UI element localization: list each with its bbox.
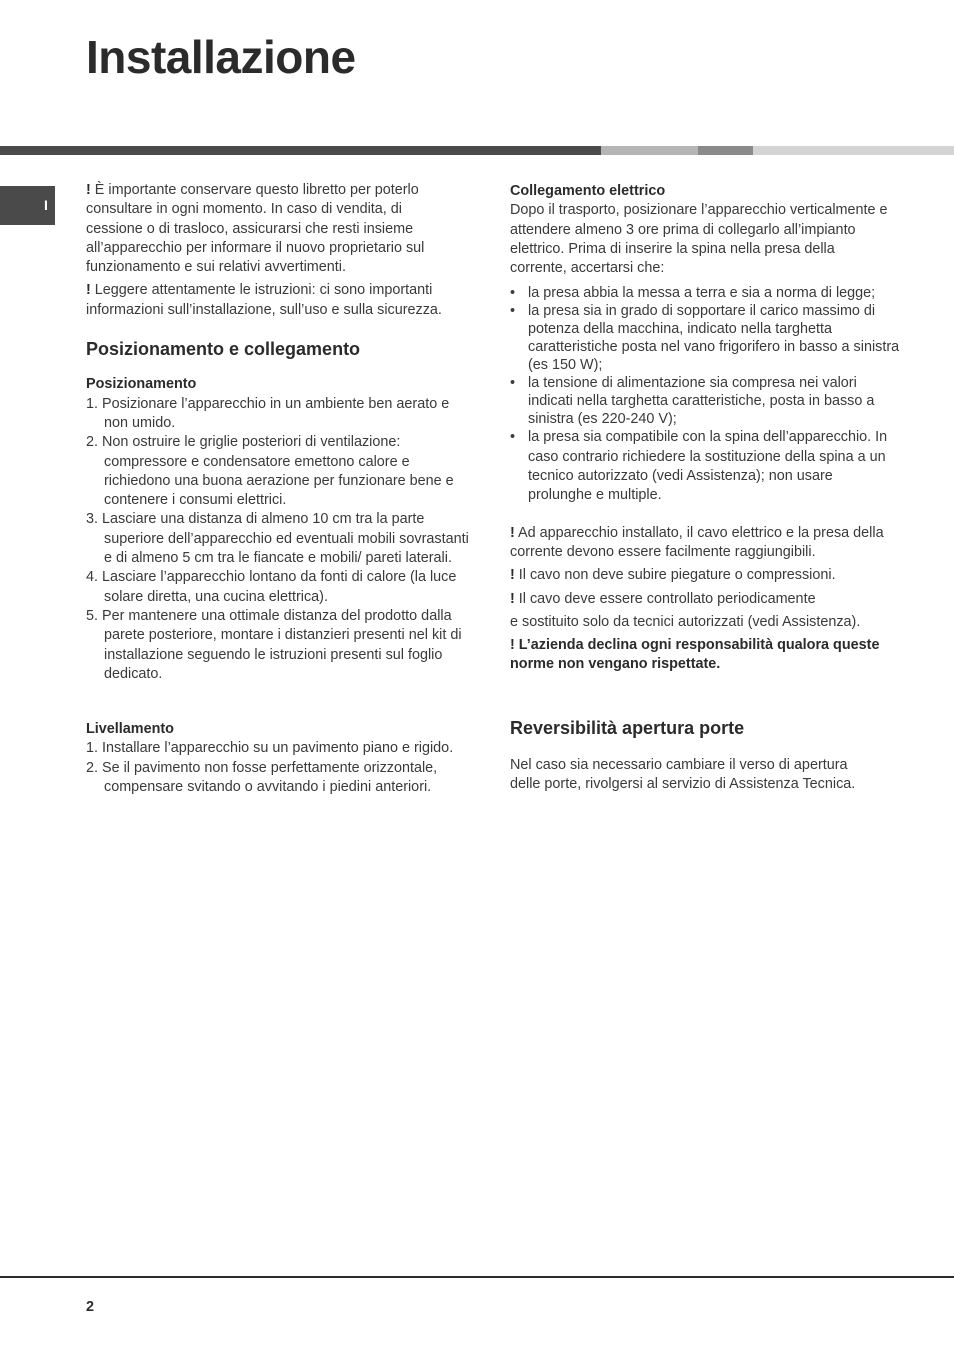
- list-item-text: la tensione di alimentazione sia compresa nei valori indicati nella targhetta caratteristiche, posta in basso a sinistra (es 220-240 V);: [528, 375, 875, 428]
- warning-mark: !: [86, 182, 91, 198]
- warning-mark: !: [510, 524, 515, 541]
- language-tab-label: I: [44, 197, 48, 213]
- list-item: 5. Per mantenere una ottimale distanza del prodotto dalla parete posteriore, montare i distanzieri presenti nel kit di installazione seguendo le istruzioni presenti sul foglio dedicato.: [86, 607, 462, 682]
- intro-note: [86, 281, 470, 320]
- list-item: 1. Installare l’apparecchio su un pavimento piano e rigido.: [86, 740, 454, 757]
- language-tab: [0, 186, 55, 225]
- intro-note-text: Leggere attentamente le istruzioni: ci sono importanti informazioni sull’installazione, sull’uso e sulla sicurezza.: [86, 282, 442, 318]
- cable-note-text: e sostituito solo da tecnici autorizzati (vedi Assistenza).: [510, 613, 861, 630]
- list-item: 1. Posizionare l’apparecchio in un ambiente ben aerato e non umido.: [86, 395, 450, 431]
- livellamento-list: [86, 739, 470, 797]
- list-item: [510, 302, 900, 374]
- header-bar-mid: [698, 146, 753, 155]
- subheading-livellamento: Livellamento: [86, 721, 174, 738]
- bullet-icon: •: [510, 303, 516, 320]
- subheading-collegamento: Collegamento elettrico: [510, 183, 666, 199]
- cable-note-text: Ad apparecchio installato, il cavo elettrico e la presa della corrente devono essere facilmente raggiungibili.: [510, 524, 884, 560]
- section-title-reversibility: Reversibilità apertura porte: [510, 717, 745, 738]
- reversibility-text: Nel caso sia necessario cambiare il verso di apertura delle porte, rivolgersi al servizio di Assistenza Tecnica.: [510, 757, 856, 793]
- list-item: 2. Non ostruire le griglie posteriori di ventilazione: compressore e condensatore emettono calore e richiedono una buona aerazione per funzionare bene e contenere i consumi elettrici.: [86, 434, 454, 509]
- list-item-text: la presa sia compatibile con la spina dell’apparecchio. In caso contrario richiedere la sostituzione della spina a un tecnico autorizzato (vedi Assistenza); non usare prolunghe e multiple.: [528, 429, 888, 504]
- intro-note: [86, 181, 436, 277]
- right-column: [510, 182, 900, 795]
- collegamento-intro: Dopo il trasporto, posizionare l’apparecchio verticalmente e attendere almeno 3 ore prima di collegarlo all’impianto elettrico. Prima di inserire la spina nella presa della corrente, accertarsi che:: [510, 202, 888, 277]
- left-column: [86, 181, 470, 797]
- list-item: [510, 428, 900, 505]
- cable-note: [510, 566, 900, 585]
- header-bar-pale: [753, 146, 954, 155]
- cable-note: [510, 590, 900, 609]
- page-title: Installazione: [86, 31, 356, 83]
- intro-note-text: È importante conservare questo libretto per poterlo consultare in ogni momento. In caso di vendita, di cessione o di trasloco, assicurarsi che resti insieme all’apparecchio per informare il nuovo proprietario sul funzionamento e sui relativi avvertimenti.: [86, 182, 425, 276]
- cable-note: [510, 524, 900, 563]
- warning-mark: !: [510, 590, 515, 607]
- header-bar-dark: [0, 146, 601, 155]
- subheading-posizionamento: Posizionamento: [86, 376, 197, 393]
- cable-note: [510, 613, 900, 632]
- list-item: 2. Se il pavimento non fosse perfettamente orizzontale, compensare svitando o avvitando i piedini anteriori.: [86, 759, 438, 796]
- collegamento-list: [510, 284, 900, 505]
- cable-note-text: Il cavo non deve subire piegature o compressioni.: [514, 567, 836, 584]
- cable-note-text: Il cavo deve essere controllato periodicamente: [514, 590, 816, 607]
- warning-mark: !: [86, 282, 91, 299]
- footer-rule: [0, 1276, 954, 1278]
- list-item: [510, 374, 900, 428]
- list-item: 3. Lasciare una distanza di almeno 10 cm tra la parte superiore dell’apparecchio ed eventuali mobili sovrastanti e di almeno 5 cm tra le fiancate e mobili/ pareti laterali.: [86, 511, 469, 567]
- page-number: 2: [86, 1299, 95, 1315]
- bullet-icon: •: [510, 429, 516, 446]
- list-item-text: la presa sia in grado di sopportare il carico massimo di potenza della macchina, indicato nella targhetta caratteristiche posta nel vano frigorifero in basso a sinistra (es 150 W);: [528, 303, 900, 374]
- bullet-icon: •: [510, 375, 516, 392]
- list-item: [510, 284, 900, 302]
- responsibility-warning: ! L’azienda declina ogni responsabilità qualora queste norme non vengano rispettate.: [510, 637, 880, 673]
- header-bar-light: [601, 146, 698, 155]
- posizionamento-list: [86, 395, 470, 684]
- bullet-icon: •: [510, 285, 516, 302]
- list-item: 4. Lasciare l’apparecchio lontano da fonti di calore (la luce solare diretta, una cucina elettrica).: [86, 569, 457, 605]
- section-title-positioning: Posizionamento e collegamento: [86, 339, 361, 360]
- warning-mark: !: [510, 567, 515, 584]
- list-item-text: la presa abbia la messa a terra e sia a norma di legge;: [528, 285, 876, 302]
